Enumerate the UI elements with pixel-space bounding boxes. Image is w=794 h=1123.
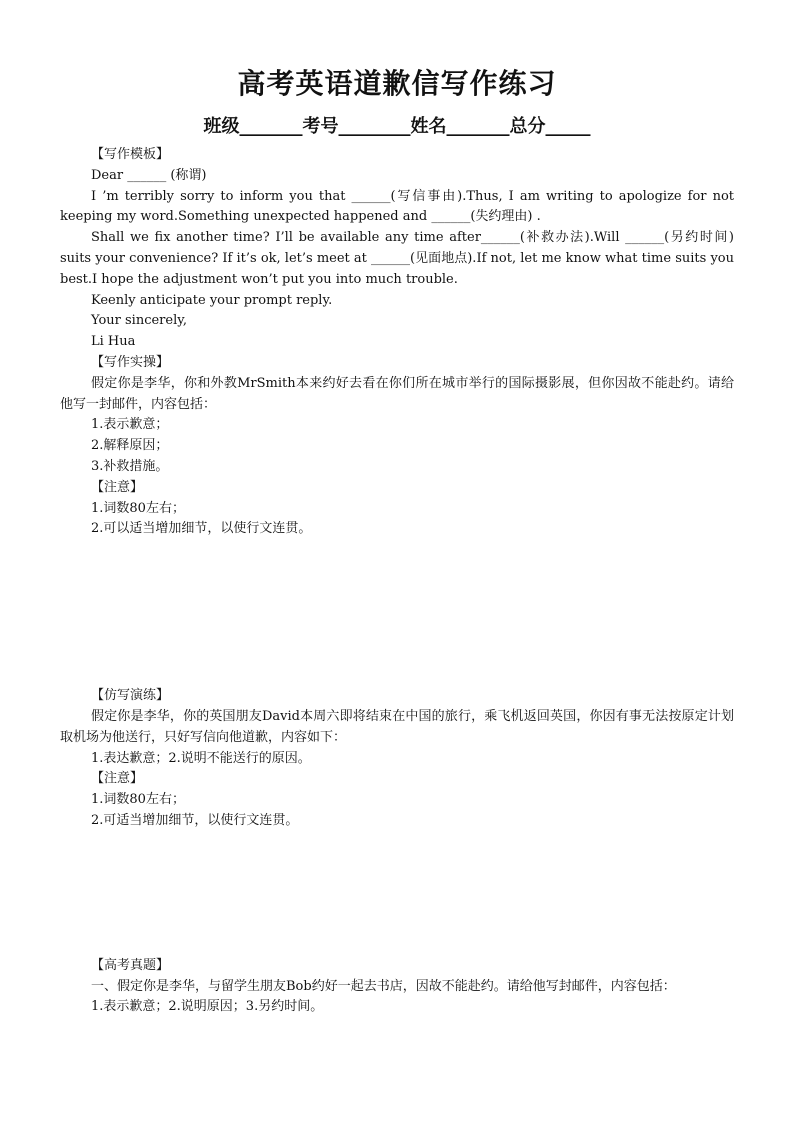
document-body — [60, 145, 734, 1018]
template-heading: 【写作模板】 — [91, 147, 170, 162]
imitation-heading: 【仿写演练】 — [91, 688, 170, 704]
template-closing-line: Keenly anticipate your prompt reply. — [91, 292, 333, 308]
practice-item: 1.表示歉意； — [91, 417, 169, 433]
imitation-note: 2.可适当增加细节，以使行文连贯。 — [91, 812, 299, 828]
template-salutation: Dear ______ (称谓) — [91, 167, 207, 183]
practice-item: 3.补救措施。 — [91, 458, 169, 474]
practice-heading: 【写作实操】 — [91, 354, 170, 370]
template-signoff: Your sincerely, — [91, 313, 187, 329]
exam-prompt: 一、假定你是李华，与留学生朋友Bob约好一起去书店，因故不能赴约。请给他写封邮件，内容包括： — [91, 978, 676, 994]
practice-prompt: 假定你是李华，你和外教MrSmith本来约好去看在你们所在城市举行的国际摄影展，但你因故不能赴约。请给他写一封邮件，内容包括： — [60, 375, 734, 412]
imitation-note: 1.词数80左右； — [91, 792, 185, 808]
imitation-note-heading: 【注意】 — [91, 771, 144, 787]
student-info-line: 班级_______考号________姓名_______总分_____ — [203, 116, 591, 137]
practice-item: 2.解释原因； — [91, 438, 169, 454]
practice-note: 1.词数80左右； — [91, 500, 185, 516]
page-title: 高考英语道歉信写作练习 — [237, 67, 557, 100]
answer-space — [60, 540, 734, 686]
template-paragraph-2: Shall we fix another time? I’ll be available any time after______(补救办法).Will ______(另约时间) suits your convenience? If it’s ok, let’s meet at ______(见面地点).If not, let me know what time suits you best.I hope the adjustment won’t put you into much trouble. — [60, 230, 734, 287]
answer-space — [60, 832, 734, 956]
imitation-prompt: 假定你是李华，你的英国朋友David本周六即将结束在中国的旅行，乘飞机返回英国，你因有事无法按原定计划取机场为他送行，只好写信向他道歉，内容如下： — [60, 708, 734, 745]
imitation-item: 1.表达歉意；2.说明不能送行的原因。 — [91, 750, 311, 766]
practice-note: 2.可以适当增加细节，以使行文连贯。 — [91, 521, 312, 537]
exam-heading: 【高考真题】 — [91, 957, 170, 973]
template-paragraph-1: I ’m terribly sorry to inform you that ______(写信事由).Thus, I am writing to apologize for not keeping my word.Something unexpected happened and ______(失约理由) . — [60, 188, 734, 225]
practice-note-heading: 【注意】 — [91, 479, 144, 495]
exam-item: 1.表示歉意；2.说明原因；3.另约时间。 — [91, 999, 324, 1015]
template-signature: Li Hua — [91, 334, 136, 350]
